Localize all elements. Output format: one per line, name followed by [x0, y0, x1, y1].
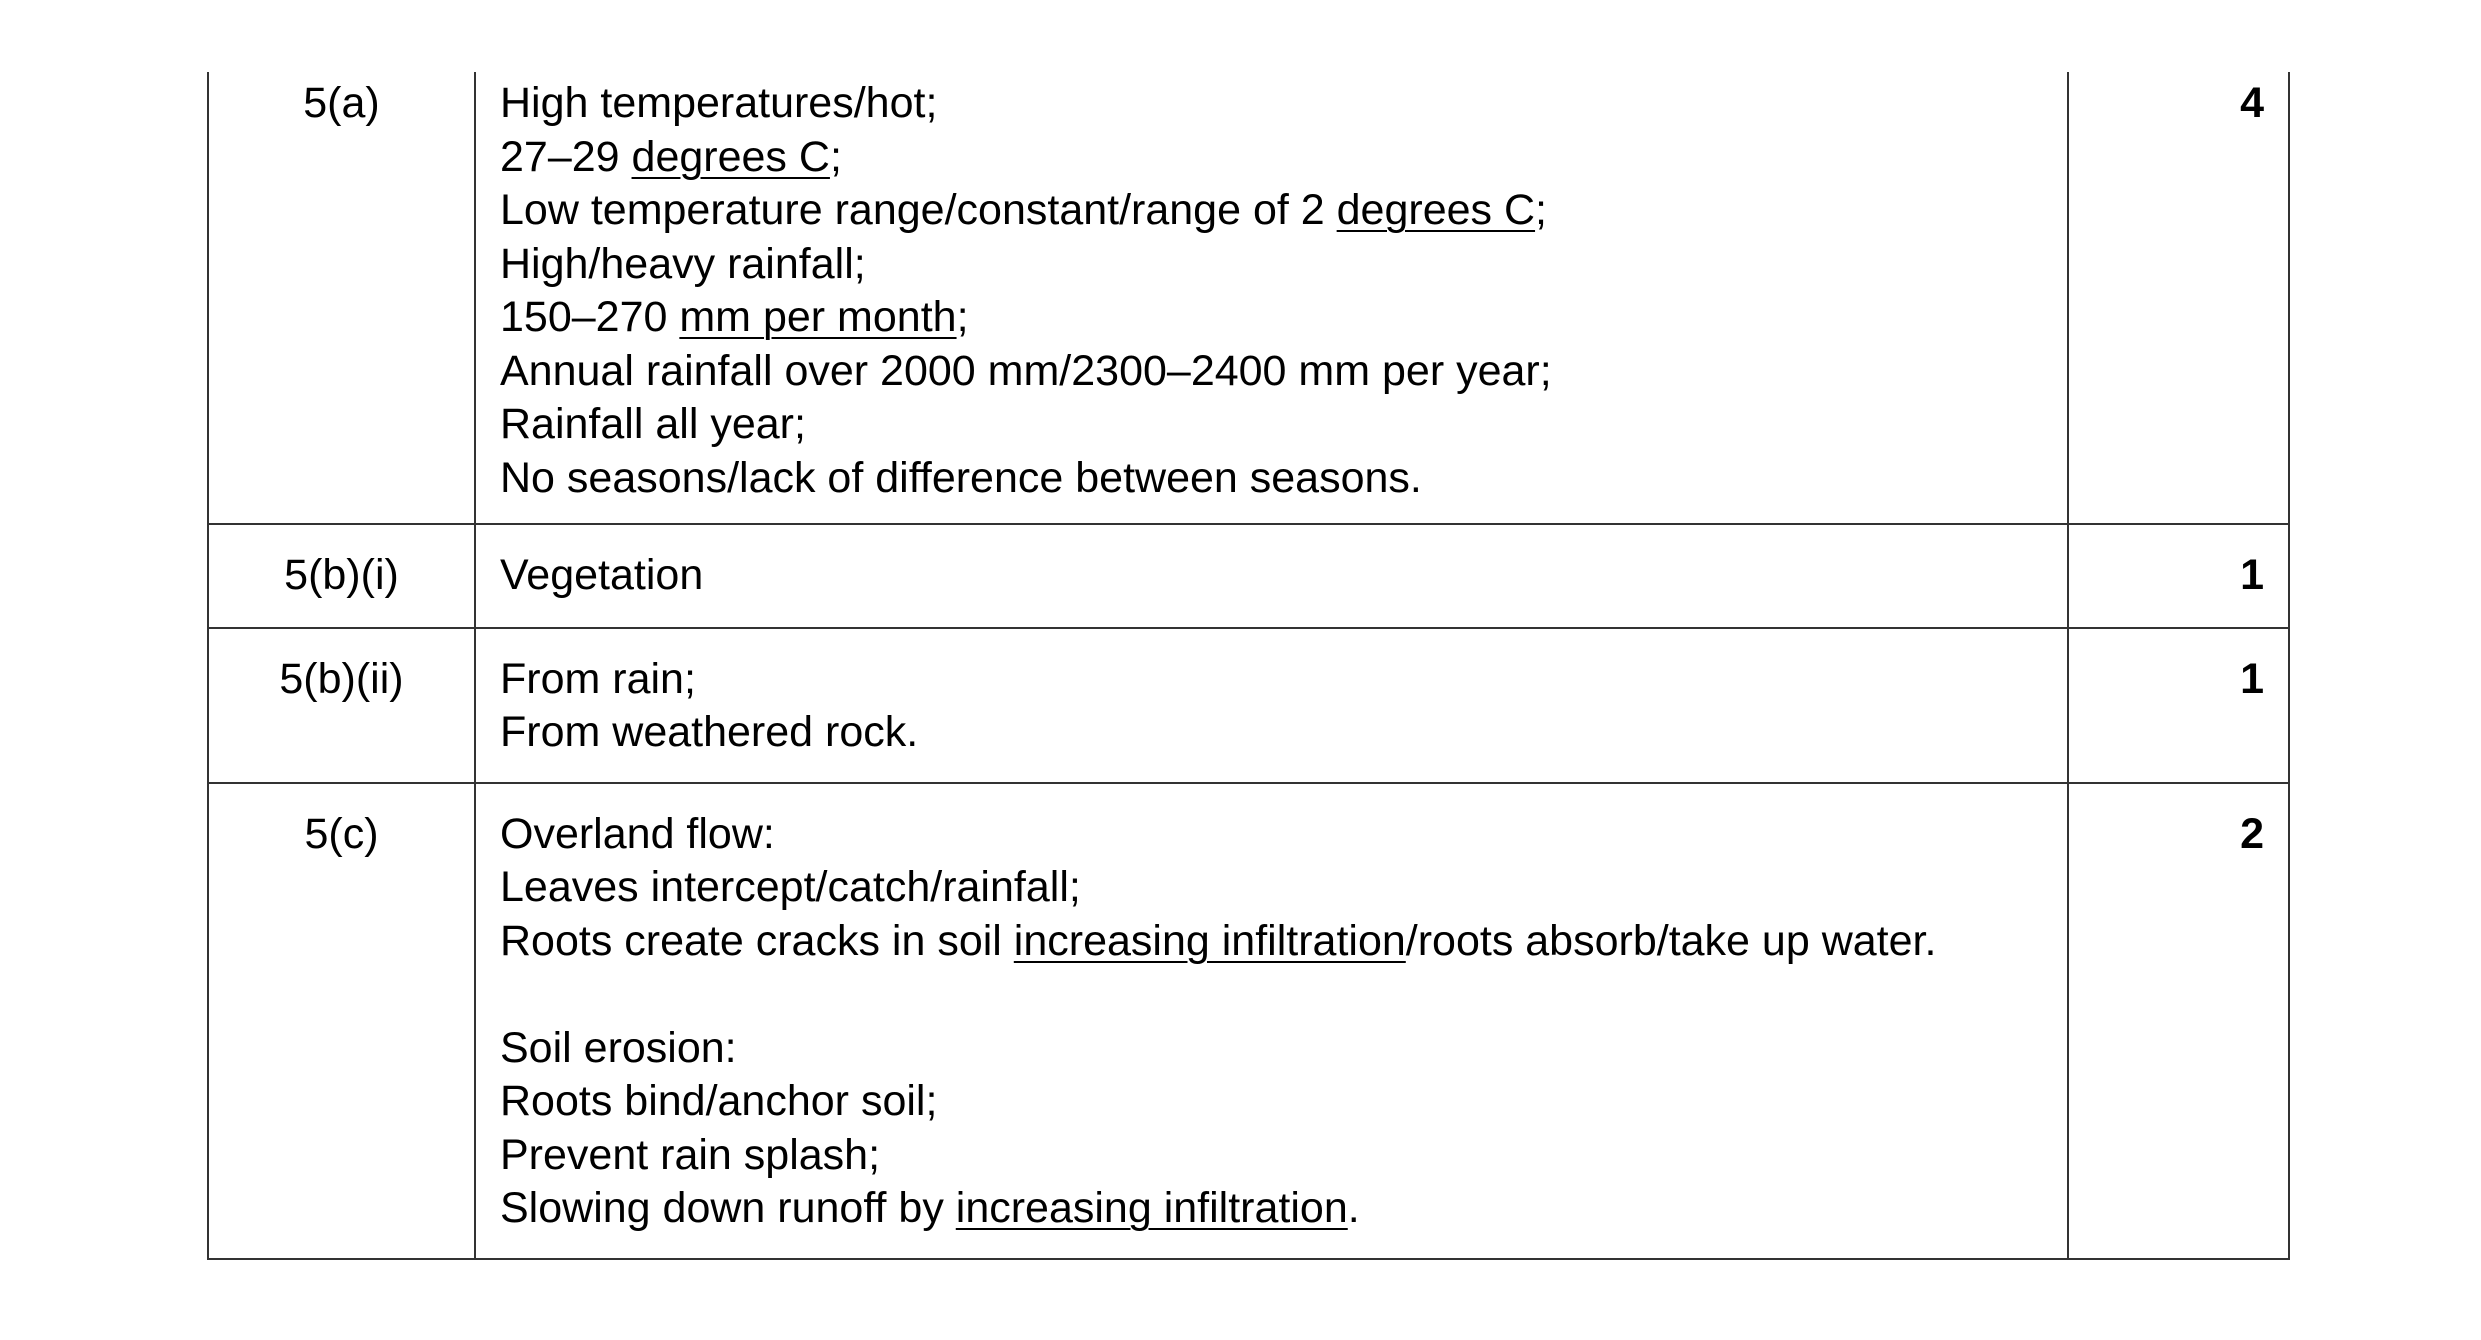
answer-line: [500, 291, 2067, 345]
marks-value: 1: [2240, 654, 2264, 703]
answer-line: [500, 77, 2067, 131]
answer-text: Rainfall all year;: [500, 400, 806, 448]
answer-line: [500, 1075, 2067, 1129]
answer-text: ;: [829, 132, 842, 181]
answer-text: Soil erosion:: [500, 1023, 737, 1072]
answer-text: Roots bind/anchor soil;: [500, 1077, 938, 1125]
question-number-cell: [208, 783, 475, 1259]
underlined-text: degrees C: [1336, 186, 1536, 234]
answer-line: [500, 345, 2067, 399]
answer-text: Annual rainfall over 2000 mm/2300–2400 mm per year;: [500, 346, 1552, 395]
answer-text: 27–29: [500, 132, 632, 181]
answer-cell: [475, 783, 2068, 1259]
answer-line: [500, 706, 2067, 760]
underlined-text: degrees C: [631, 132, 830, 181]
marks-value: 4: [2240, 79, 2264, 127]
answer-text: ;: [956, 293, 969, 341]
answer-line: [500, 452, 2067, 506]
answer-line: [500, 549, 2067, 603]
answer-text: /roots absorb/take up water.: [1405, 916, 1937, 965]
answer-line: [500, 184, 2067, 238]
answer-text: High temperatures/hot;: [500, 79, 938, 127]
answer-lines: [500, 784, 2067, 1258]
marks-cell: [2068, 783, 2289, 1259]
answer-text: Overland flow:: [500, 809, 775, 858]
answer-text: ;: [1535, 186, 1547, 234]
answer-line: [500, 238, 2067, 292]
table-row: [208, 628, 2289, 783]
answer-line: [500, 915, 2067, 969]
table-row: [208, 524, 2289, 628]
answer-cell: [475, 524, 2068, 628]
question-number: 5(a): [303, 79, 380, 127]
answer-text: 150–270: [500, 293, 680, 341]
underlined-text: increasing infiltration: [1013, 916, 1406, 965]
answer-line: [500, 1182, 2067, 1236]
answer-text: From rain;: [500, 654, 696, 703]
question-number-cell: [208, 524, 475, 628]
question-number-cell: [208, 628, 475, 783]
answer-text: .: [1347, 1184, 1360, 1232]
answer-lines: [500, 525, 2067, 627]
question-number-cell: [208, 72, 475, 524]
answer-text: From weathered rock.: [500, 708, 919, 756]
answer-line: [500, 653, 2067, 707]
underlined-text: increasing infiltration: [955, 1184, 1348, 1232]
underlined-text: mm per month: [679, 293, 957, 341]
question-number: 5(b)(ii): [279, 654, 404, 703]
answer-text: Roots create cracks in soil: [500, 916, 1014, 965]
answer-line: [500, 1129, 2067, 1183]
answer-text: No seasons/lack of difference between seasons.: [500, 453, 1422, 502]
marks-value: 1: [2240, 551, 2264, 599]
blank-line: [500, 968, 2067, 1022]
mark-scheme-table: [207, 72, 2290, 1260]
answer-text: High/heavy rainfall;: [500, 239, 866, 288]
answer-lines: [500, 629, 2067, 782]
marks-cell: [2068, 524, 2289, 628]
answer-text: Leaves intercept/catch/rainfall;: [500, 863, 1081, 911]
answer-text: Low temperature range/constant/range of 2: [500, 186, 1337, 234]
table-row: [208, 72, 2289, 524]
marks-value: 2: [2240, 809, 2264, 858]
answer-lines: [500, 72, 2067, 523]
answer-cell: [475, 72, 2068, 524]
marks-cell: [2068, 628, 2289, 783]
answer-line: [500, 808, 2067, 862]
marks-cell: [2068, 72, 2289, 524]
answer-cell: [475, 628, 2068, 783]
question-number: 5(c): [304, 809, 379, 858]
answer-line: [500, 398, 2067, 452]
answer-line: [500, 1022, 2067, 1076]
table-row: [208, 783, 2289, 1259]
answer-line: [500, 131, 2067, 185]
answer-text: Vegetation: [500, 551, 704, 599]
answer-line: [500, 861, 2067, 915]
answer-text: Prevent rain splash;: [500, 1130, 881, 1179]
question-number: 5(b)(i): [284, 551, 399, 599]
answer-text: Slowing down runoff by: [500, 1184, 956, 1232]
